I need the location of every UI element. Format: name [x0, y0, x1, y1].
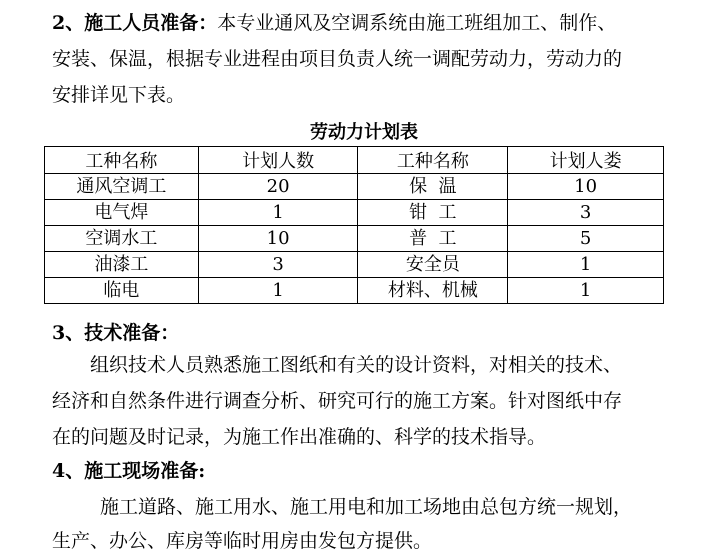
table-cell: 1	[508, 252, 664, 278]
section-2-text-line-1: 本专业通风及空调系统由施工班组加工、制作、	[217, 12, 617, 34]
section-2-text-line-3: 安排详见下表。	[52, 84, 186, 106]
table-cell: 通风空调工	[45, 174, 199, 200]
header-cell: 工种名称	[358, 147, 508, 174]
table-title: 劳动力计划表	[310, 122, 418, 143]
table-cell: 钳 工	[358, 200, 508, 226]
table-cell: 5	[508, 226, 664, 252]
section-3-text-line-3: 在的问题及时记录，为施工作出准确的、科学的技术指导。	[52, 426, 547, 448]
section-3-text-line-1: 组织技术人员熟悉施工图纸和有关的设计资料，对相关的技术、	[90, 354, 623, 376]
section-3-heading: 3、技术准备：	[52, 322, 180, 344]
table-row	[45, 226, 664, 252]
table-row	[45, 278, 664, 304]
table-cell: 1	[198, 200, 358, 226]
table-row	[45, 174, 664, 200]
table-cell: 普 工	[358, 226, 508, 252]
header-cell: 计划人数	[198, 147, 358, 174]
table-cell: 20	[198, 174, 358, 200]
table-cell: 3	[508, 200, 664, 226]
section-4-text-line-2: 生产、办公、库房等临时用房由发包方提供。	[52, 530, 433, 552]
section-3-text-line-2: 经济和自然条件进行调查分析、研究可行的施工方案。针对图纸中存	[52, 390, 623, 412]
table-cell: 油漆工	[45, 252, 199, 278]
table-cell: 临电	[45, 278, 199, 304]
table-cell: 1	[198, 278, 358, 304]
header-cell: 工种名称	[45, 147, 199, 174]
table-cell: 安全员	[358, 252, 508, 278]
section-4-heading: 4、施工现场准备:	[52, 460, 206, 482]
table-cell: 材料、机械	[358, 278, 508, 304]
header-cell: 计划人娄	[508, 147, 664, 174]
table-cell: 3	[198, 252, 358, 278]
table-row	[45, 252, 664, 278]
section-2-text-line-2: 安装、保温，根据专业进程由项目负责人统一调配劳动力，劳动力的	[52, 48, 623, 70]
table-cell: 10	[508, 174, 664, 200]
section-4-text-line-1: 施工道路、施工用水、施工用电和加工场地由总包方统一规划，	[100, 496, 633, 518]
table-cell: 保 温	[358, 174, 508, 200]
section-2-heading: 2、施工人员准备：	[52, 12, 218, 34]
labor-plan-table	[44, 146, 664, 304]
table-cell: 10	[198, 226, 358, 252]
table-row	[45, 200, 664, 226]
table-header-row	[45, 147, 664, 174]
table-cell: 空调水工	[45, 226, 199, 252]
table-cell: 电气焊	[45, 200, 199, 226]
table-cell: 1	[508, 278, 664, 304]
